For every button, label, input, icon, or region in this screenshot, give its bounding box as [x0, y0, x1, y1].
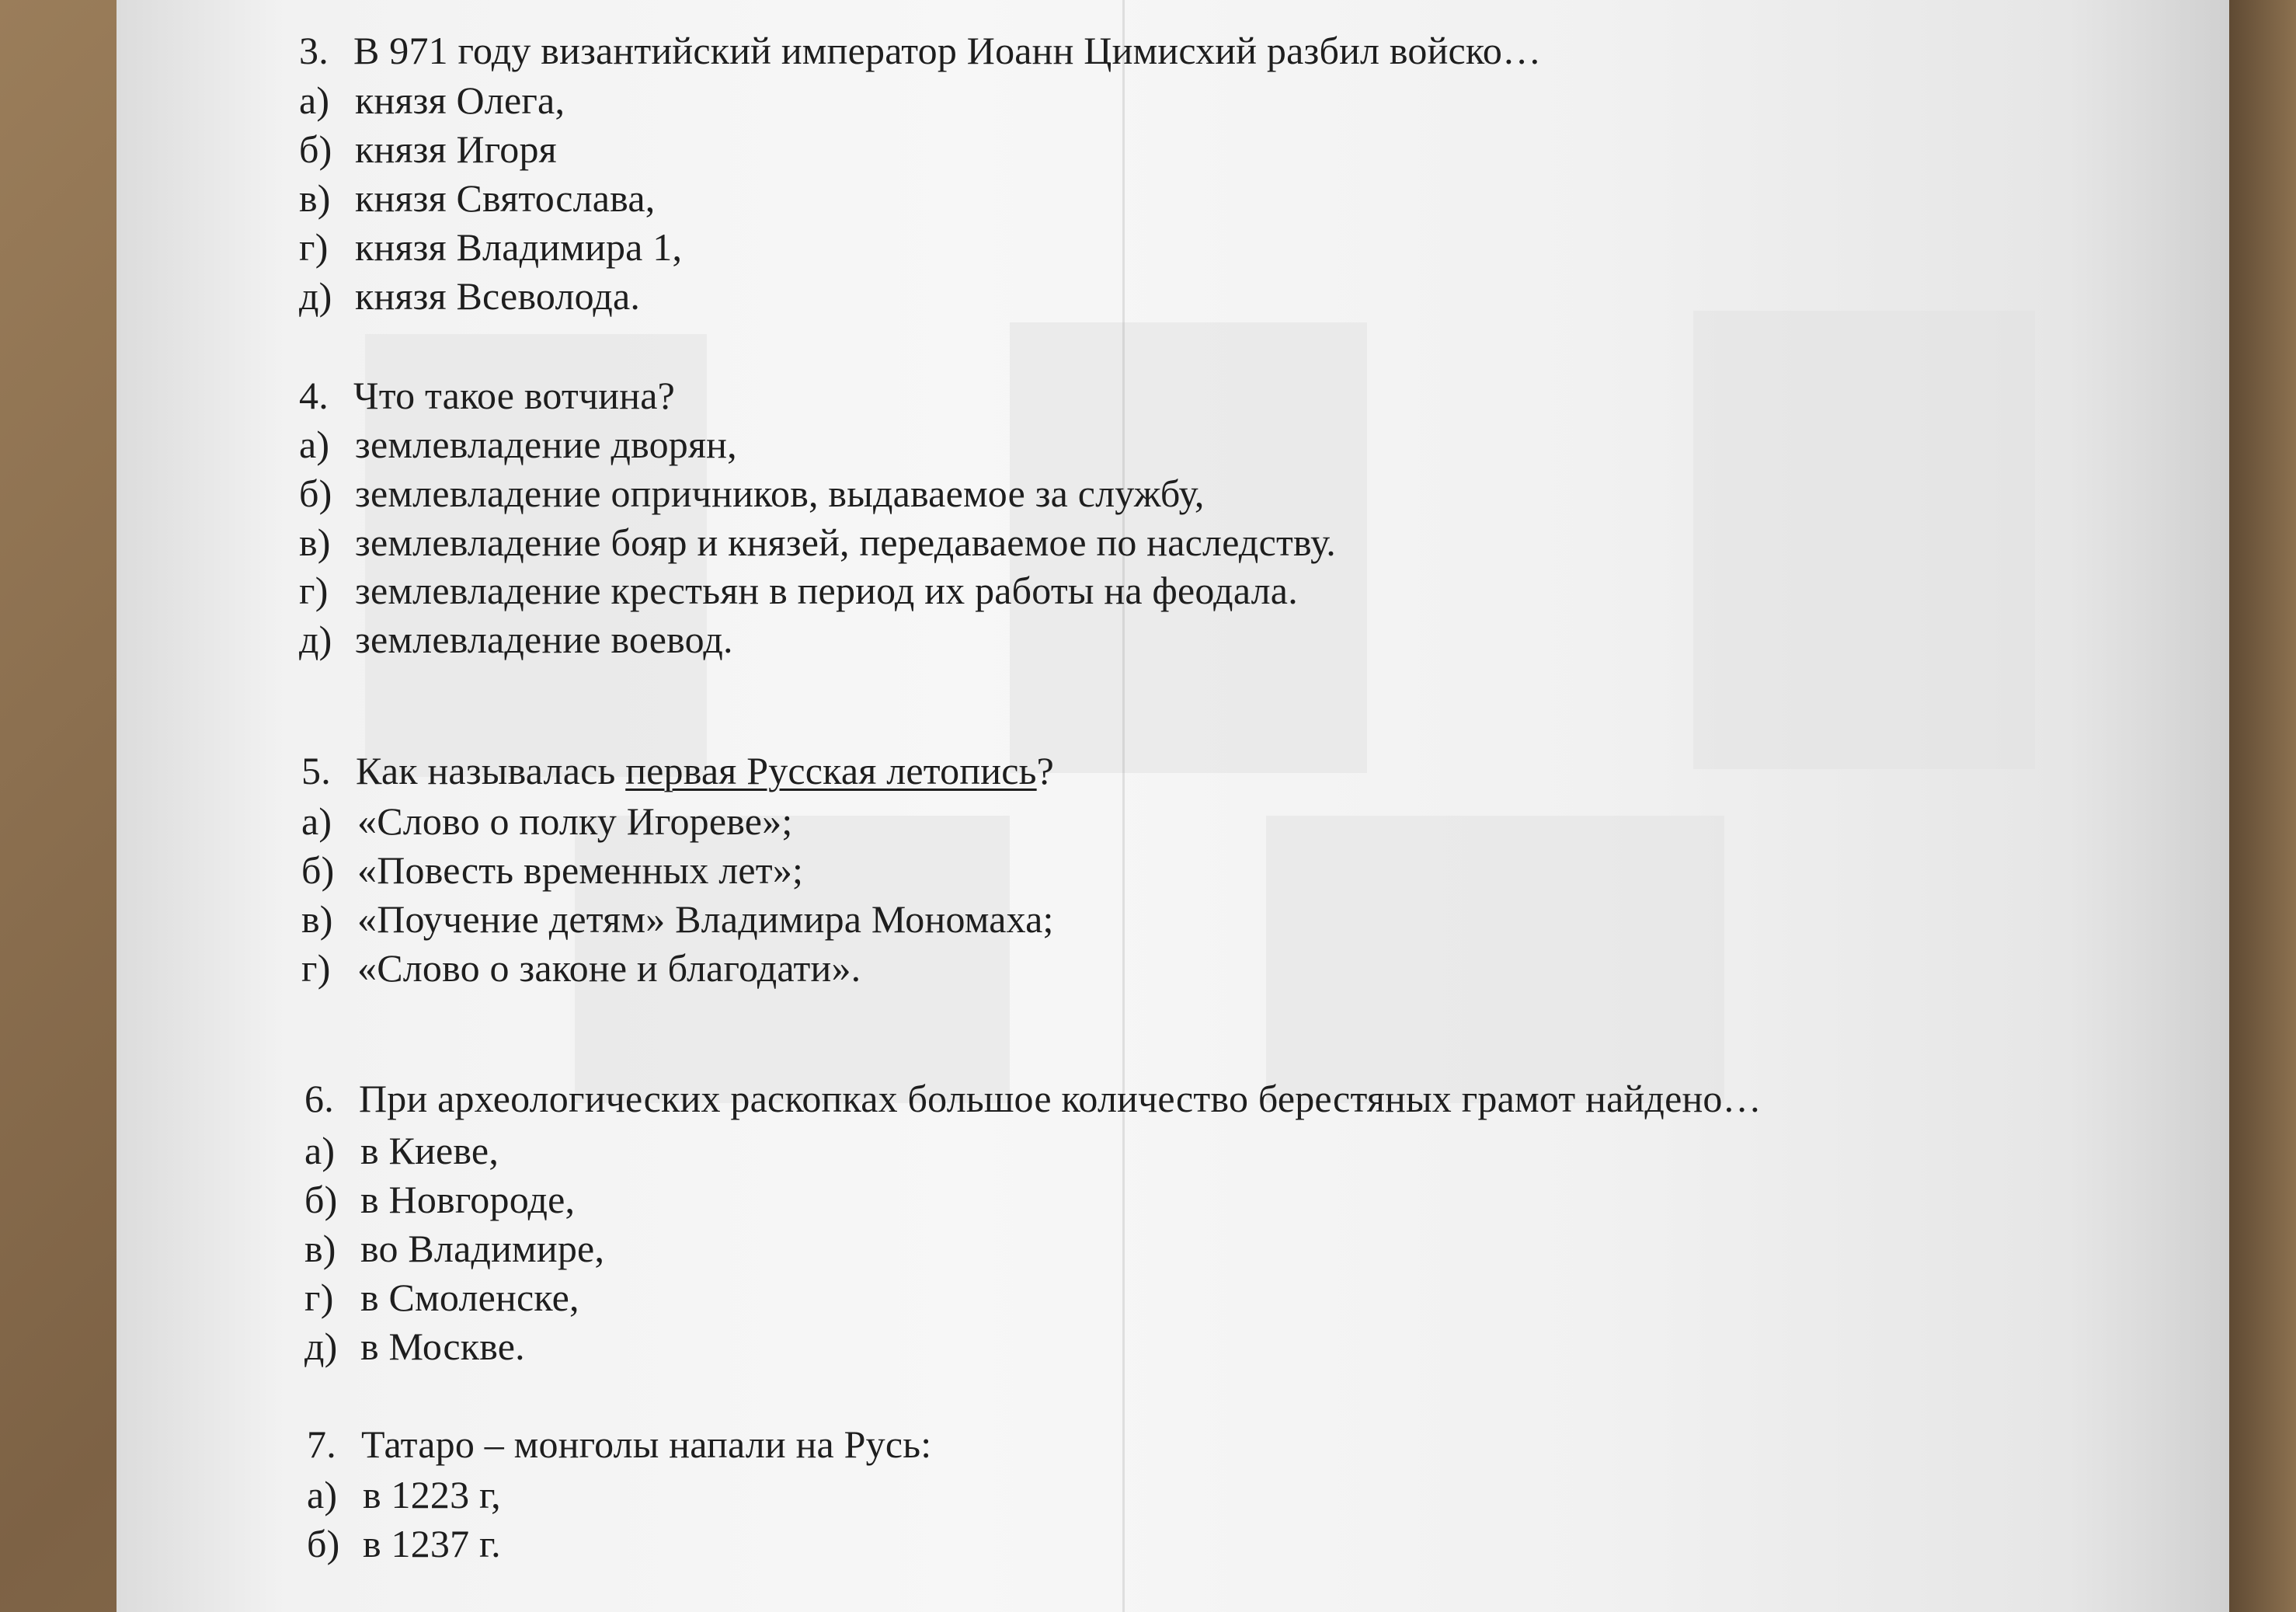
- option-text: князя Олега,: [355, 78, 565, 122]
- question-6-option-c: [304, 1226, 604, 1271]
- option-text: во Владимире,: [360, 1227, 605, 1270]
- option-text: землевладение опричников, выдаваемое за службу,: [355, 472, 1205, 515]
- option-text: в Киеве,: [360, 1129, 499, 1172]
- question-text: В 971 году византийский император Иоанн Цимисхий разбил войско…: [353, 29, 1542, 72]
- option-text: землевладение дворян,: [355, 423, 737, 466]
- question-4-option-d: [299, 568, 1298, 613]
- option-text: «Слово о законе и благодати».: [357, 946, 861, 990]
- option-letter: г): [299, 225, 329, 269]
- option-text: землевладение бояр и князей, передаваемое по наследству.: [355, 521, 1337, 564]
- question-5-option-a: [301, 799, 792, 844]
- option-text: в 1237 г.: [363, 1522, 501, 1565]
- question-text: Что такое вотчина?: [353, 374, 676, 417]
- option-letter: а): [304, 1129, 336, 1172]
- option-text: князя Всеволода.: [355, 274, 641, 318]
- option-letter: д): [299, 618, 332, 661]
- question-text: При археологических раскопках большое количество берестяных грамот найдено…: [359, 1077, 1762, 1120]
- option-letter: г): [304, 1276, 334, 1319]
- option-text: в 1223 г,: [363, 1473, 501, 1516]
- option-letter: б): [301, 848, 335, 892]
- option-text: в Новгороде,: [360, 1178, 576, 1221]
- option-text: в Смоленске,: [360, 1276, 579, 1319]
- option-letter: а): [307, 1473, 338, 1516]
- question-4-option-b: [299, 471, 1205, 516]
- question-3-option-b: [299, 127, 557, 172]
- question-3-title: [299, 28, 1541, 73]
- question-5-option-c: [301, 897, 1054, 942]
- question-4-option-a: [299, 422, 737, 467]
- question-text: Как называлась: [356, 749, 626, 792]
- question-3-option-a: [299, 78, 565, 123]
- option-letter: в): [299, 176, 331, 220]
- option-letter: б): [307, 1522, 340, 1565]
- option-text: князя Святослава,: [355, 176, 656, 220]
- option-text: «Повесть временных лет»;: [357, 848, 804, 892]
- question-6-option-d: [304, 1275, 579, 1320]
- question-7-option-a: [307, 1472, 501, 1517]
- option-letter: д): [299, 274, 332, 318]
- question-3-option-c: [299, 176, 655, 221]
- question-4-title: [299, 373, 675, 418]
- option-letter: в): [304, 1227, 336, 1270]
- question-number: 7.: [307, 1422, 336, 1466]
- question-4-option-e: [299, 617, 733, 662]
- option-letter: г): [301, 946, 331, 990]
- option-letter: в): [301, 897, 333, 941]
- question-7-option-b: [307, 1521, 501, 1566]
- question-3-option-e: [299, 273, 640, 319]
- question-6-title: [304, 1076, 1762, 1121]
- option-letter: б): [299, 472, 332, 515]
- question-4-option-c: [299, 520, 1336, 565]
- question-6-option-e: [304, 1324, 525, 1369]
- option-letter: а): [301, 799, 332, 843]
- option-letter: в): [299, 521, 331, 564]
- question-text: Татаро – монголы напали на Русь:: [361, 1422, 932, 1466]
- option-letter: а): [299, 423, 330, 466]
- option-letter: г): [299, 569, 329, 612]
- question-5-option-b: [301, 848, 803, 893]
- question-3-option-d: [299, 225, 682, 270]
- question-number: 4.: [299, 374, 329, 417]
- option-letter: б): [304, 1178, 338, 1221]
- question-number: 5.: [301, 749, 331, 792]
- question-text-end: ?: [1036, 749, 1055, 792]
- option-text: «Слово о полку Игореве»;: [357, 799, 793, 843]
- option-letter: а): [299, 78, 330, 122]
- option-text: землевладение крестьян в период их работы на феодала.: [355, 569, 1298, 612]
- question-7-title: [307, 1422, 931, 1467]
- option-text: землевладение воевод.: [355, 618, 733, 661]
- question-6-option-b: [304, 1177, 575, 1222]
- option-text: князя Владимира 1,: [355, 225, 683, 269]
- option-text: князя Игоря: [355, 127, 557, 171]
- question-6-option-a: [304, 1128, 499, 1173]
- option-letter: б): [299, 127, 332, 171]
- question-text-underlined: первая Русская летопись: [625, 749, 1037, 792]
- option-text: в Москве.: [360, 1325, 525, 1368]
- question-number: 6.: [304, 1077, 334, 1120]
- option-letter: д): [304, 1325, 338, 1368]
- question-number: 3.: [299, 29, 329, 72]
- question-5-title: [301, 748, 1054, 793]
- option-text: «Поучение детям» Владимира Мономаха;: [357, 897, 1054, 941]
- question-5-option-d: [301, 945, 861, 991]
